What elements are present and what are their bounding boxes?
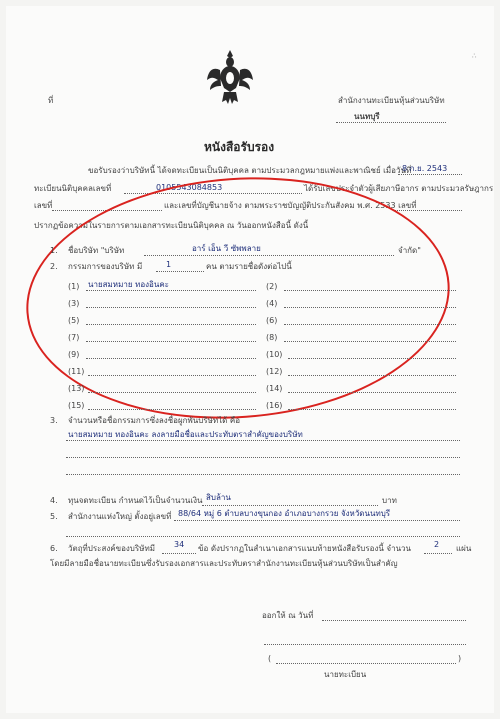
item6-suffix: แผ่น bbox=[456, 544, 472, 553]
issued-date-label: ออกให้ ณ วันที่ bbox=[262, 611, 314, 620]
reg-number-label: ทะเบียนนิติบุคคลเลขที่ bbox=[34, 184, 112, 193]
appear-statement: ปรากฏข้อความในรายการตามเอกสารทะเบียนนิติบุคคล ณ วันออกหนังสือนี้ ดังนี้ bbox=[34, 221, 309, 230]
item6-mid: ข้อ ดังปรากฏในสำเนาเอกสารแนบท้ายหนังสือรับรองนี้ จำนวน bbox=[198, 544, 411, 553]
page-title: หนังสือรับรอง bbox=[204, 140, 275, 154]
item6-label: วัตถุที่ประสงค์ของบริษัทมี bbox=[68, 544, 155, 553]
garuda-emblem-icon bbox=[206, 48, 254, 106]
close-paren: ) bbox=[458, 654, 462, 663]
open-paren: ( bbox=[268, 654, 272, 663]
objectives-count: 34 bbox=[174, 540, 185, 549]
item3-label: จำนวนหรือชื่อกรรมการซึ่งลงชื่อผูกพันบริษัทได้ คือ bbox=[68, 416, 241, 425]
item1-suffix: จำกัด" bbox=[398, 246, 421, 255]
item2-label: กรรมการของบริษัท มี bbox=[68, 262, 143, 271]
company-name: อาร์ เอ็น วี ซัพพลาย bbox=[192, 244, 261, 253]
office-name: สำนักงานทะเบียนหุ้นส่วนบริษัท bbox=[338, 96, 445, 105]
corner-mark: ∴ bbox=[472, 52, 477, 60]
intro-line3-tail: และเลขที่บัญชีนายจ้าง ตามพระราชบัญญัติประกันสังคม พ.ศ. 2533 เลขที่ bbox=[164, 201, 417, 210]
certificate-page: ∴ ที่ สำนักงานทะเบียนหุ้นส่วนบริษัท นนทบุรี หนังสือรับรอง ขอรับรองว่าบริษัทนี้ ได้จดทะเบียนเป็นนิติบุคคล ตามประมวลกฎหมายแพ่งและพาณิชย์ เมื่อวันที่ 8 ก.ย. 2543 ทะเบียนนิติบุคคลเลขที่ 0105543084853 ได้รับเลขประจำตัวผู้เสียภาษีอากร ตามประมวลรัษฎากร เลขที่ และเลขที่บัญชีนายจ้าง ตามพระราชบัญญัติประกันสังคม พ.ศ. 2533 เลขที่ ปรากฏข้อความในรายการตามเอกสารทะเบียนนิติบุคคล ณ วันออกหนังสือนี้ ดังนี้ 1. ชื่อบริษัท "บริษัท อาร์ เอ็น วี ซัพพลาย จำกัด" 2. กรรมการของบริษัท มี 1 คน ตามรายชื่อดังต่อไปนี้ (1) นายสมหมาย ทองอินคะ (2) (3) (4) (5) (6) (7) (8) (9) (10) (11) (12) (13) (14) (15) (16) 3. จำนวนหรือชื่อกรรมการซึ่งลงชื่อผูกพันบริษัทได้ คือ นายสมหมาย ทองอินคะ ลงลายมือชื่อและประทับตราสำคัญของบริษัท 4. ทุนจดทะเบียน กำหนดไว้เป็นจำนวนเงิน สิบล้าน บาท 5. สำนักงานแห่งใหญ่ ตั้งอยู่เลขที่ 88/64 หมู่ 6 ตำบลบางขุนกอง อำเภอบางกรวย จังหวัดนนทบุรี 6. วัตถุที่ประสงค์ของบริษัทมี 34 ข้อ ดังปรากฏในสำเนาเอกสารแนบท้ายหนังสือรับรองนี้ จำนวน 2 แผ่น โดยมีลายมือชื่อนายทะเบียนซึ่งรับรองเอกสารและประทับตราสำนักงานทะเบียนหุ้นส่วนบริษัทเป็นสำคัญ ออกให้ ณ วันที่ ( ) นายทะเบียน bbox=[6, 6, 494, 713]
attachment-pages: 2 bbox=[434, 540, 440, 549]
item2-suffix: คน ตามรายชื่อดังต่อไปนี้ bbox=[206, 262, 292, 271]
intro-line2-tail: ได้รับเลขประจำตัวผู้เสียภาษีอากร ตามประมวลรัษฎากร bbox=[304, 184, 494, 193]
director-count: 1 bbox=[166, 260, 172, 269]
director-1-name: นายสมหมาย ทองอินคะ bbox=[88, 280, 169, 289]
item6-line2: โดยมีลายมือชื่อนายทะเบียนซึ่งรับรองเอกสารและประทับตราสำนักงานทะเบียนหุ้นส่วนบริษัทเป็นสำคัญ bbox=[50, 559, 398, 568]
item4-suffix: บาท bbox=[382, 496, 397, 505]
registration-number: 0105543084853 bbox=[156, 183, 223, 192]
item6-number: 6. bbox=[50, 544, 58, 553]
item5-number: 5. bbox=[50, 512, 58, 521]
intro-line1: ขอรับรองว่าบริษัทนี้ ได้จดทะเบียนเป็นนิติบุคคล ตามประมวลกฎหมายแพ่งและพาณิชย์ เมื่อวันที่ bbox=[88, 166, 412, 175]
registered-capital: สิบล้าน bbox=[206, 493, 231, 502]
ti-label: ที่ bbox=[48, 96, 54, 105]
office-province: นนทบุรี bbox=[354, 112, 380, 121]
item2-number: 2. bbox=[50, 262, 58, 271]
item4-number: 4. bbox=[50, 496, 58, 505]
head-office-address: 88/64 หมู่ 6 ตำบลบางขุนกอง อำเภอบางกรวย จังหวัดนนทบุรี bbox=[178, 509, 391, 518]
registrar-title: นายทะเบียน bbox=[324, 670, 367, 679]
item5-label: สำนักงานแห่งใหญ่ ตั้งอยู่เลขที่ bbox=[68, 512, 172, 521]
item1-number: 1. bbox=[50, 246, 58, 255]
signing-authority: นายสมหมาย ทองอินคะ ลงลายมือชื่อและประทับตราสำคัญของบริษัท bbox=[68, 430, 303, 439]
item4-label: ทุนจดทะเบียน กำหนดไว้เป็นจำนวนเงิน bbox=[68, 496, 203, 505]
item1-label: ชื่อบริษัท "บริษัท bbox=[68, 246, 125, 255]
item3-number: 3. bbox=[50, 416, 58, 425]
intro-line3-label: เลขที่ bbox=[34, 201, 53, 210]
registration-date: 8 ก.ย. 2543 bbox=[402, 164, 448, 173]
